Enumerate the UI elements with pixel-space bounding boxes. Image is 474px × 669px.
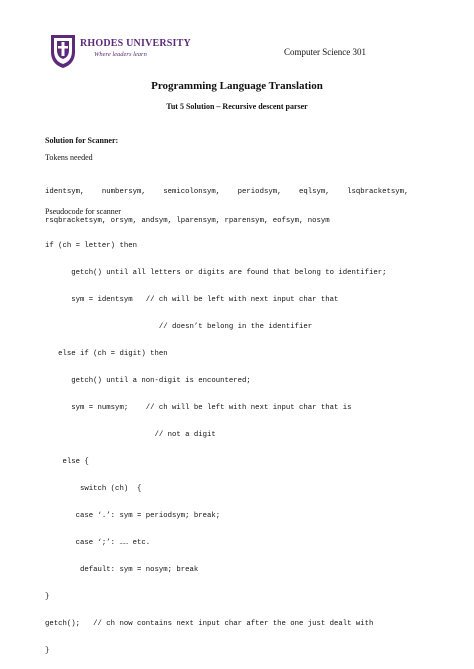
- code-line: if (ch = letter) then: [45, 242, 137, 250]
- code-line: }: [45, 647, 50, 655]
- code-line: case ‘.’: sym = periodsym; break;: [45, 512, 221, 520]
- document-subtitle: Tut 5 Solution – Recursive descent parser: [166, 102, 308, 111]
- university-tagline: Where leaders learn: [94, 51, 147, 58]
- code-line: }: [45, 593, 50, 601]
- code-line: getch() until all letters or digits are found that belong to identifier;: [45, 269, 387, 277]
- tokens-label: Tokens needed: [45, 153, 93, 162]
- tokens-line: rsqbracketsym, orsym, andsym, lparensym, rparensym, eofsym, nosym: [45, 217, 330, 225]
- code-line: else if (ch = digit) then: [45, 350, 168, 358]
- code-line: case ‘;’: …… etc.: [45, 539, 151, 547]
- university-name: RHODES UNIVERSITY: [80, 38, 191, 49]
- code-line: getch(); // ch now contains next input char after the one just dealt with: [45, 620, 374, 628]
- document-title: Programming Language Translation: [151, 80, 323, 92]
- university-crest-icon: [49, 32, 77, 70]
- course-label: Computer Science 301: [284, 47, 366, 57]
- tokens-line: identsym, numbersym, semicolonsym, periodsym, eqlsym, lsqbracketsym,: [45, 188, 409, 196]
- code-line: sym = numsym; // ch will be left with next input char that is: [45, 404, 352, 412]
- code-line: switch (ch) {: [45, 485, 142, 493]
- code-line: else {: [45, 458, 89, 466]
- pseudocode-block: [45, 224, 387, 665]
- rhodes-university-logo: [49, 32, 189, 70]
- code-line: // doesn’t belong in the identifier: [45, 323, 313, 331]
- code-line: getch() until a non-digit is encountered;: [45, 377, 251, 385]
- section-heading: Solution for Scanner:: [45, 136, 119, 145]
- code-line: default: sym = nosym; break: [45, 566, 199, 574]
- pseudocode-label: Pseudocode for scanner: [45, 207, 121, 216]
- code-line: sym = identsym // ch will be left with next input char that: [45, 296, 339, 304]
- code-line: // not a digit: [45, 431, 216, 439]
